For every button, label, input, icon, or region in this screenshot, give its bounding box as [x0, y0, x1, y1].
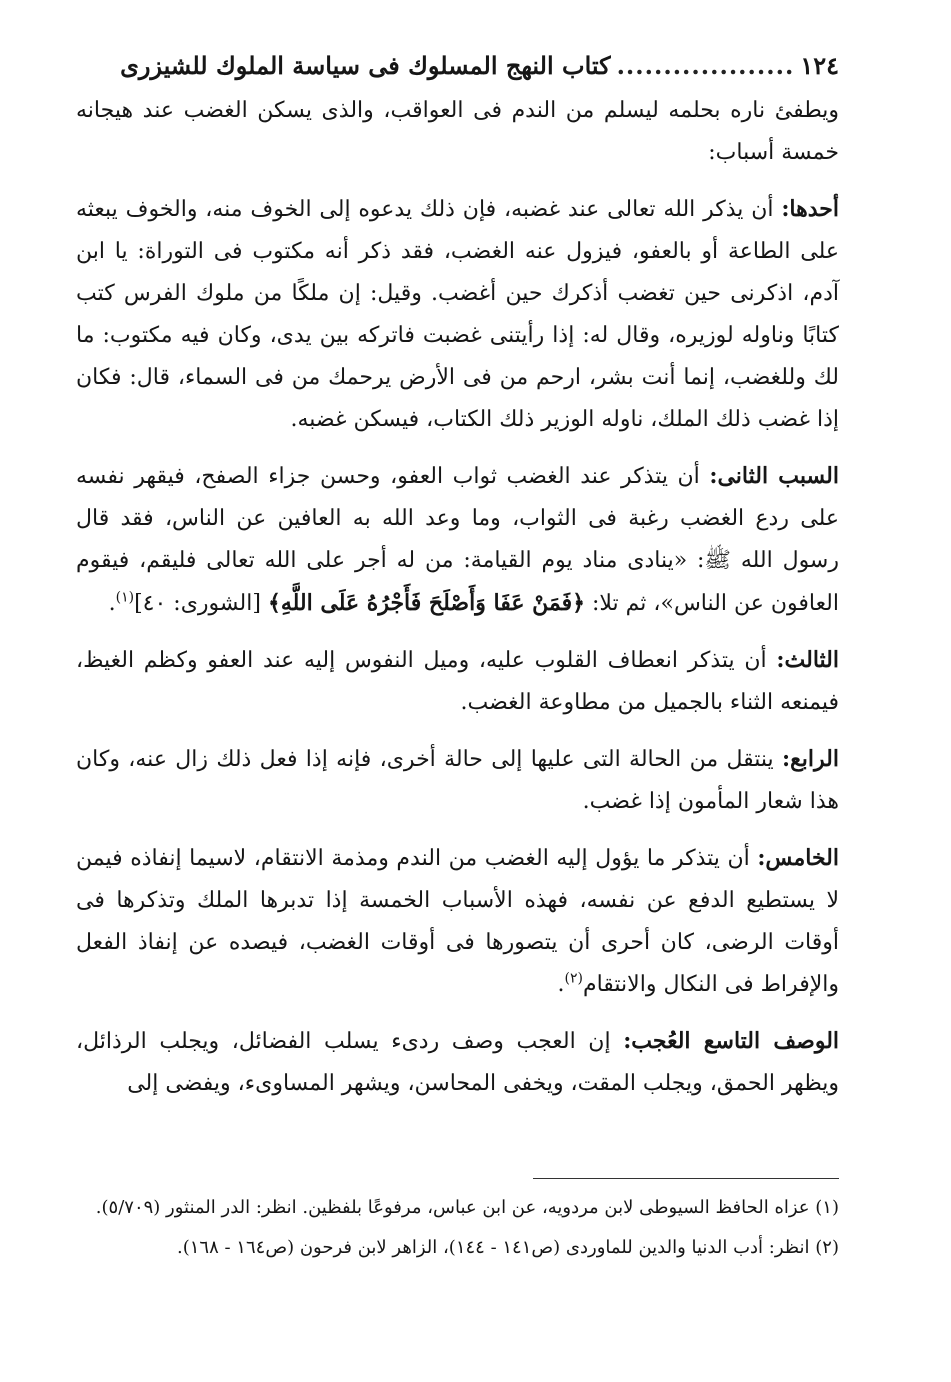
- quran-verse: ﴿فَمَنْ عَفَا وَأَصْلَحَ فَأَجْرُهُ عَلَى اللَّهِ﴾: [267, 590, 585, 616]
- paragraph-reason-2: [76, 455, 839, 625]
- paragraph-heading: الوصف التاسع العُجب:: [623, 1028, 840, 1054]
- paragraph-reason-5: [76, 837, 839, 1006]
- paragraph-text: أن يتذكر عند الغضب ثواب العفو، وحسن جزاء الصفح، فيقهر نفسه على ردع الغضب رغبة فى الثواب، وما وعد الله به العافين عن الناس، فقد قال رسول الله ﷺ: «ينادى مناد يوم القيامة: من له أجر على الله تعالى فليقم، فيقوم العافون عن الناس»، ثم تلا:: [76, 464, 839, 616]
- running-title: كتاب النهج المسلوك فى سياسة الملوك للشيزرى: [120, 51, 611, 80]
- page-number: ١٢٤: [800, 51, 839, 80]
- paragraph-heading: أحدها:: [781, 196, 839, 222]
- footnote-divider: [533, 1178, 839, 1179]
- paragraph-reason-3: [76, 639, 839, 724]
- paragraph-heading: الخامس:: [757, 845, 839, 871]
- paragraph-text: أن يتذكر انعطاف القلوب عليه، وميل النفوس إليه عند العفو وكظم الغيظ، فيمنعه الثناء بالجميل من مطاوعة الغضب.: [76, 648, 839, 715]
- paragraph-text: إن العجب وصف ردىء يسلب الفضائل، ويجلب الرذائل، ويظهر الحمق، ويجلب المقت، ويخفى المحاسن، ويشهر المساوىء، ويفضى إلى: [76, 1029, 839, 1096]
- paragraph-reason-4: [76, 738, 839, 823]
- paragraph-trait-9: [76, 1020, 839, 1105]
- verse-citation: [الشورى: ٤٠]: [134, 591, 268, 616]
- paragraph-heading: السبب الثانى:: [709, 463, 839, 489]
- paragraph-text: أن يذكر الله تعالى عند غضبه، فإن ذلك يدعوه إلى الخوف منه، والخوف يبعثه على الطاعة أو بالعفو، فيزول عنه الغضب، فقد ذكر أنه مكتوب فى التوراة: يا ابن آدم، اذكرنى حين تغضب أذكرك حين أغضب. وقيل: إن ملكًا من ملوك الفرس كتب كتابًا وناوله لوزيره، وقال له: إذا رأيتنى غضبت فاتركه بين يدى، وكان فيه مكتوب: ما لك وللغضب، إنما أنت بشر، ارحم من فى الأرض يرحمك من فى السماء، قال: فكان إذا غضب ذلك الملك، ناوله الوزير ذلك الكتاب، فيسكن غضبه.: [76, 197, 839, 432]
- running-header: [76, 46, 839, 88]
- footnotes: [76, 1190, 839, 1270]
- footnote-marker: (١): [115, 589, 135, 606]
- paragraph-text: ينتقل من الحالة التى عليها إلى حالة أخرى، فإنه إذا فعل ذلك زال عنه، وكان هذا شعار المأمون إذا غضب.: [76, 747, 839, 814]
- main-text: [76, 90, 839, 1105]
- paragraph-text: أن يتذكر ما يؤول إليه الغضب من الندم ومذمة الانتقام، لاسيما إنفاذه فيمن لا يستطيع الدفع عن نفسه، فهذه الأسباب الخمسة إذا تدبرها الملك وتذكرها فى أوقات الرضى، كان أحرى أن يتصورها فى أوقات الغضب، فيصده عن إنفاذ الفعل والإفراط فى النكال والانتقام: [76, 846, 839, 997]
- footnote-1: (١) عزاه الحافظ السيوطى لابن مردويه، عن ابن عباس، مرفوعًا بلفظين. انظر: الدر المنثور (٥/٧٠٩).: [95, 1197, 839, 1218]
- paragraph-reason-1: [76, 188, 839, 441]
- paragraph-heading: الرابع:: [781, 746, 839, 772]
- intro-paragraph: ويطفئ ناره بحلمه ليسلم من الندم فى العواقب، والذى يسكن الغضب عند هيجانه خمسة أسباب:: [76, 98, 839, 165]
- footnote-2: (٢) انظر: أدب الدنيا والدين للماوردى (ص١٤١ - ١٤٤)، الزاهر لابن فرحون (ص١٦٤ - ١٦٨).: [177, 1237, 839, 1258]
- paragraph-end: .: [557, 972, 565, 997]
- dotted-leader: ...................: [616, 51, 795, 80]
- paragraph-heading: الثالث:: [776, 647, 839, 673]
- paragraph-end: .: [108, 591, 116, 616]
- footnote-marker: (٢): [564, 970, 583, 987]
